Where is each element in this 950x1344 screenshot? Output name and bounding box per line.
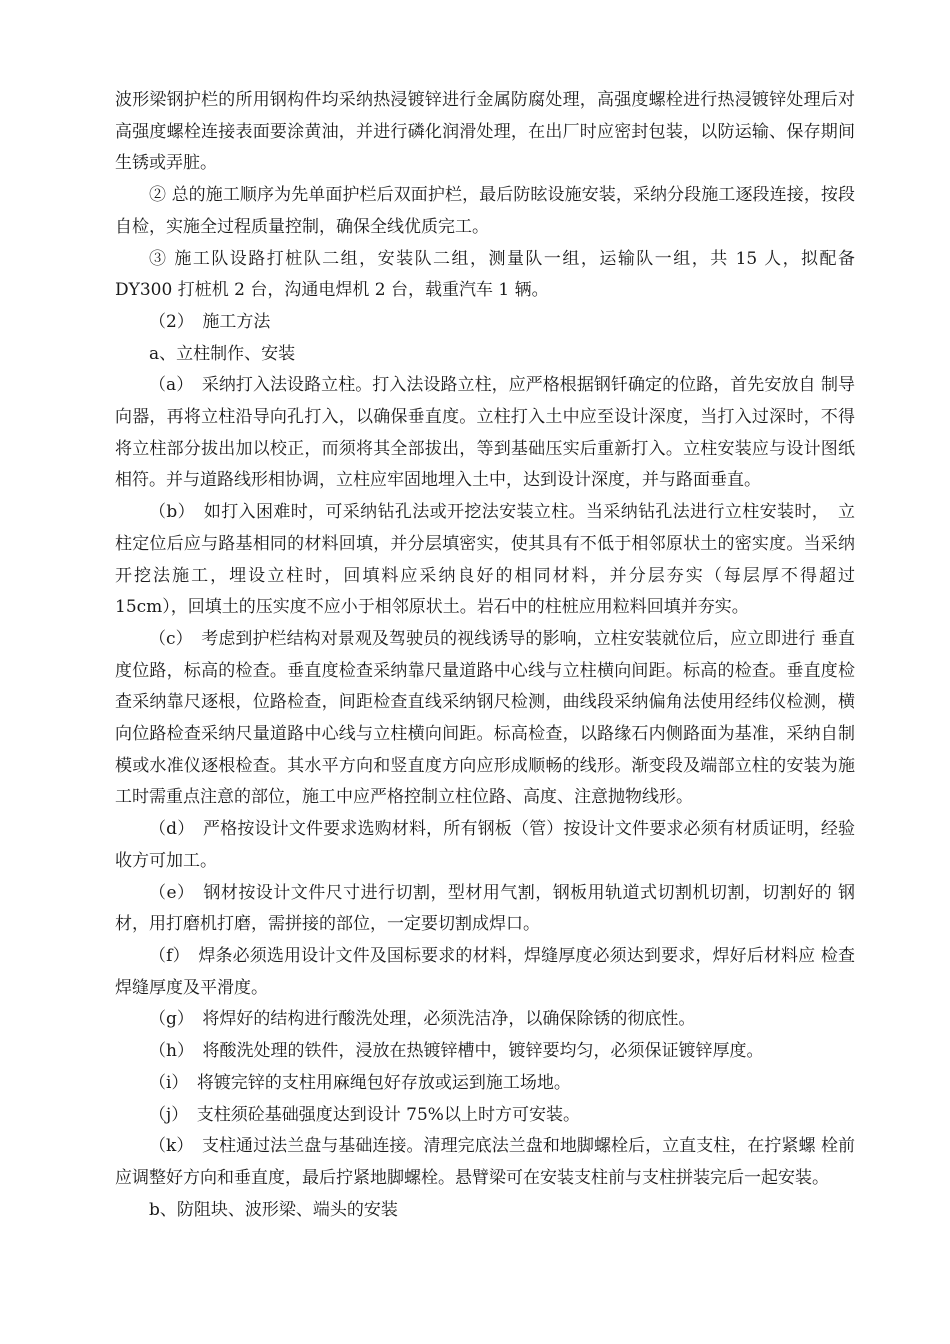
paragraph-a: （a） 采纳打入法设路立柱。打入法设路立柱，应严格根据钢钎确定的位路，首先安放自 制导向器，再将立柱沿导向孔打入，以确保垂直度。立柱打入土中应至设计深度，当打入过深时，不得将立柱部分拔出加以校正，而须将其全部拔出，等到基础压实后重新打入。立柱安装应与设计图纸相符。并与道路线形相协调，立柱应牢固地埋入土中，达到设计深度，并与路面垂直。 (115, 375, 855, 491)
paragraph-b: （b） 如打入困难时，可采纳钻孔法或开挖法安装立柱。当采纳钻孔法进行立柱安装时， 立柱定位后应与路基相同的材料回填，并分层填密实，使其具有不低于相邻原状土的密实度。当采纳开挖法施工，埋设立柱时，回填料应采纳良好的相同材料，并分层夯实（每层厚不得超过 15cm），回填土的压实度不应小于相邻原状土。岩石中的柱桩应用粒料回填并夯实。 (115, 502, 855, 618)
paragraph-k: （k） 支柱通过法兰盘与基础连接。清理完底法兰盘和地脚螺栓后，立直支柱，在拧紧螺 栓前应调整好方向和垂直度，最后拧紧地脚螺栓。悬臂梁可在安装支柱前与支柱拼装完后一起安装。 (115, 1136, 855, 1188)
paragraph-i: （i） 将镀完锌的支柱用麻绳包好存放或运到施工场地。 (149, 1072, 571, 1093)
paragraph-h: （h） 将酸洗处理的铁件，浸放在热镀锌槽中，镀锌要均匀，必须保证镀锌厚度。 (149, 1041, 764, 1062)
paragraph-e: （e） 钢材按设计文件尺寸进行切割，型材用气割，钢板用轨道式切割机切割，切割好的 钢材，用打磨机打磨，需拼接的部位，一定要切割成焊口。 (115, 882, 855, 935)
paragraph-f: （f） 焊条必须选用设计文件及国标要求的材料，焊缝厚度必须达到要求，焊好后材料应 检查焊缝厚度及平滑度。 (115, 945, 855, 998)
paragraph-d: （d） 严格按设计文件要求选购材料，所有钢板（管）按设计文件要求必须有材质证明，经验收方可加工。 (115, 819, 855, 871)
section-heading-construction-method: （2） 施工方法 (149, 311, 271, 332)
document-body (115, 85, 855, 1226)
paragraph-intro: 波形梁钢护栏的所用钢构件均采纳热浸镀锌进行金属防腐处理，高强度螺栓进行热浸镀锌处理后对高强度螺栓连接表面要涂黄油，并进行磷化润滑处理，在出厂时应密封包装，以防运输、保存期间生锈或弄脏。 (115, 90, 855, 174)
paragraph-item-3: ③ 施工队设路打桩队二组，安装队二组，测量队一组，运输队一组，共 15 人，拟配备 DY300 打桩机 2 台，沟通电焊机 2 台，载重汽车 1 辆。 (115, 248, 855, 301)
paragraph-item-2: ② 总的施工顺序为先单面护栏后双面护栏，最后防眩设施安装，采纳分段施工逐段连接，按段自检，实施全过程质量控制，确保全线优质完工。 (115, 185, 855, 237)
paragraph-c: （c） 考虑到护栏结构对景观及驾驶员的视线诱导的影响，立柱安装就位后，应立即进行 垂直度位路，标高的检查。垂直度检查采纳靠尺量道路中心线与立柱横向间距。标高的检查。垂直度检查采纳靠尺逐根，位路检查，间距检查直线采纳钢尺检测，曲线段采纳偏角法使用经纬仪检测，横向位路检查采纳尺量道路中心线与立柱横向间距。标高检查，以路缘石内侧路面为基准，采纳自制模或水准仪逐根检查。其水平方向和竖直度方向应形成顺畅的线形。渐变段及端部立柱的安装为施工时需重点注意的部位，施工中应严格控制立柱位路、高度、注意抛物线形。 (115, 628, 855, 808)
subsection-heading-guardrail: b、防阻块、波形梁、端头的安装 (149, 1199, 398, 1220)
paragraph-j: （j） 支柱须砼基础强度达到设计 75%以上时方可安装。 (149, 1104, 580, 1125)
subsection-heading-column: a、立柱制作、安装 (149, 343, 296, 364)
paragraph-g: （g） 将焊好的结构进行酸洗处理，必须洗洁净，以确保除锈的彻底性。 (149, 1009, 696, 1030)
